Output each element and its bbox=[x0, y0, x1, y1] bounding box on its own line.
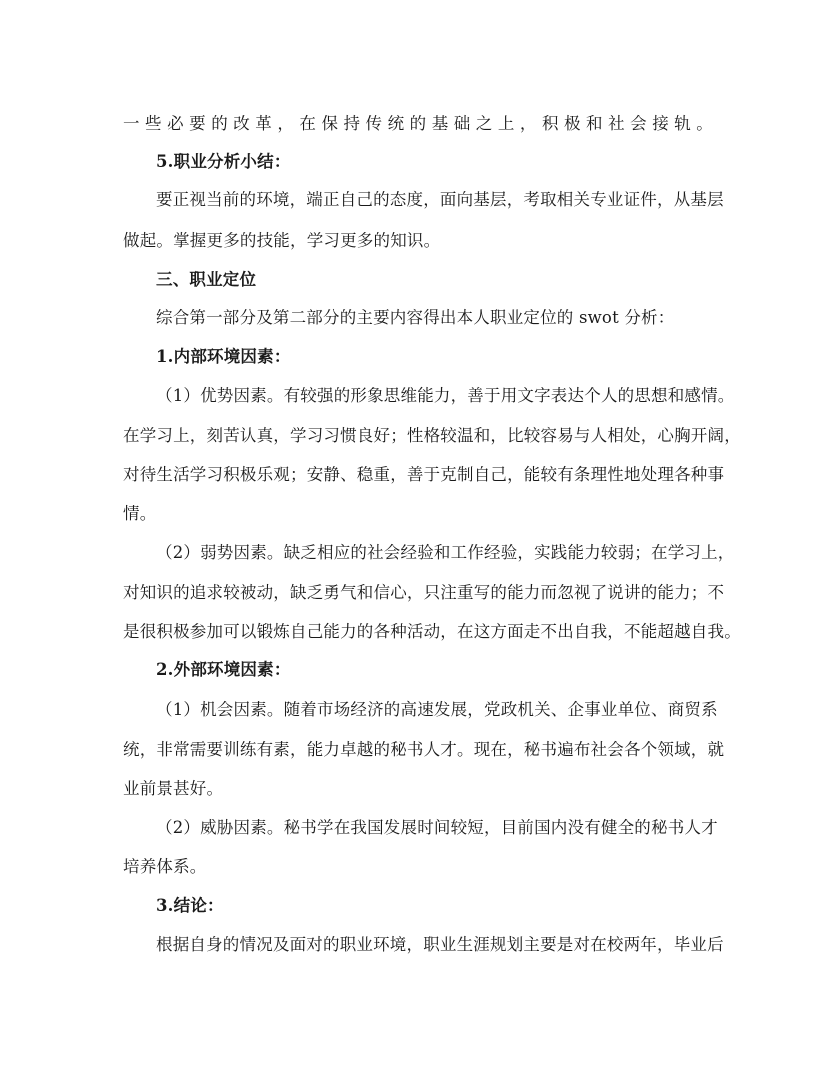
section-heading: 1.内部环境因素： bbox=[156, 347, 291, 366]
paragraph-line: 根据自身的情况及面对的职业环境，职业生涯规划主要是对在校两年，毕业后 bbox=[156, 935, 724, 954]
paragraph-line: 对知识的追求较被动，缺乏勇气和信心，只注重写的能力而忽视了说讲的能力；不 bbox=[123, 583, 725, 602]
paragraph-line: （1）优势因素。有较强的形象思维能力，善于用文字表达个人的思想和感情。 bbox=[156, 386, 735, 405]
paragraph-line: 情。 bbox=[123, 504, 157, 523]
paragraph-line: 业前景甚好。 bbox=[123, 779, 224, 798]
paragraph-line: （2）威胁因素。秘书学在我国发展时间较短，目前国内没有健全的秘书人才 bbox=[156, 818, 718, 837]
section-heading: 三、职业定位 bbox=[156, 270, 257, 289]
paragraph-line: 是很积极参加可以锻炼自己能力的各种活动，在这方面走不出自我，不能超越自我。 bbox=[123, 622, 741, 641]
paragraph-line: 培养体系。 bbox=[123, 857, 207, 876]
section-heading: 5.职业分析小结： bbox=[156, 152, 291, 171]
paragraph-line: 在学习上，刻苦认真，学习习惯良好；性格较温和，比较容易与人相处，心胸开阔， bbox=[123, 426, 741, 445]
section-heading: 3.结论： bbox=[156, 896, 224, 915]
paragraph-line: 统，非常需要训练有素，能力卓越的秘书人才。现在，秘书遍布社会各个领域，就 bbox=[123, 740, 725, 759]
paragraph-line: （1）机会因素。随着市场经济的高速发展，党政机关、企事业单位、商贸系 bbox=[156, 700, 718, 719]
paragraph-line: （2）弱势因素。缺乏相应的社会经验和工作经验，实践能力较弱；在学习上， bbox=[156, 543, 735, 562]
paragraph-line: 要正视当前的环境，端正自己的态度，面向基层，考取相关专业证件，从基层 bbox=[156, 190, 724, 209]
section-heading: 2.外部环境因素： bbox=[156, 660, 291, 679]
paragraph-line: 对待生活学习积极乐观；安静、稳重，善于克制自己，能较有条理性地处理各种事 bbox=[123, 465, 725, 484]
paragraph-line: 一些必要的改革，在保持传统的基础之上，积极和社会接轨。 bbox=[123, 114, 713, 133]
paragraph-line: 做起。掌握更多的技能，学习更多的知识。 bbox=[123, 231, 441, 250]
paragraph-line: 综合第一部分及第二部分的主要内容得出本人职业定位的 swot 分析： bbox=[156, 308, 675, 327]
